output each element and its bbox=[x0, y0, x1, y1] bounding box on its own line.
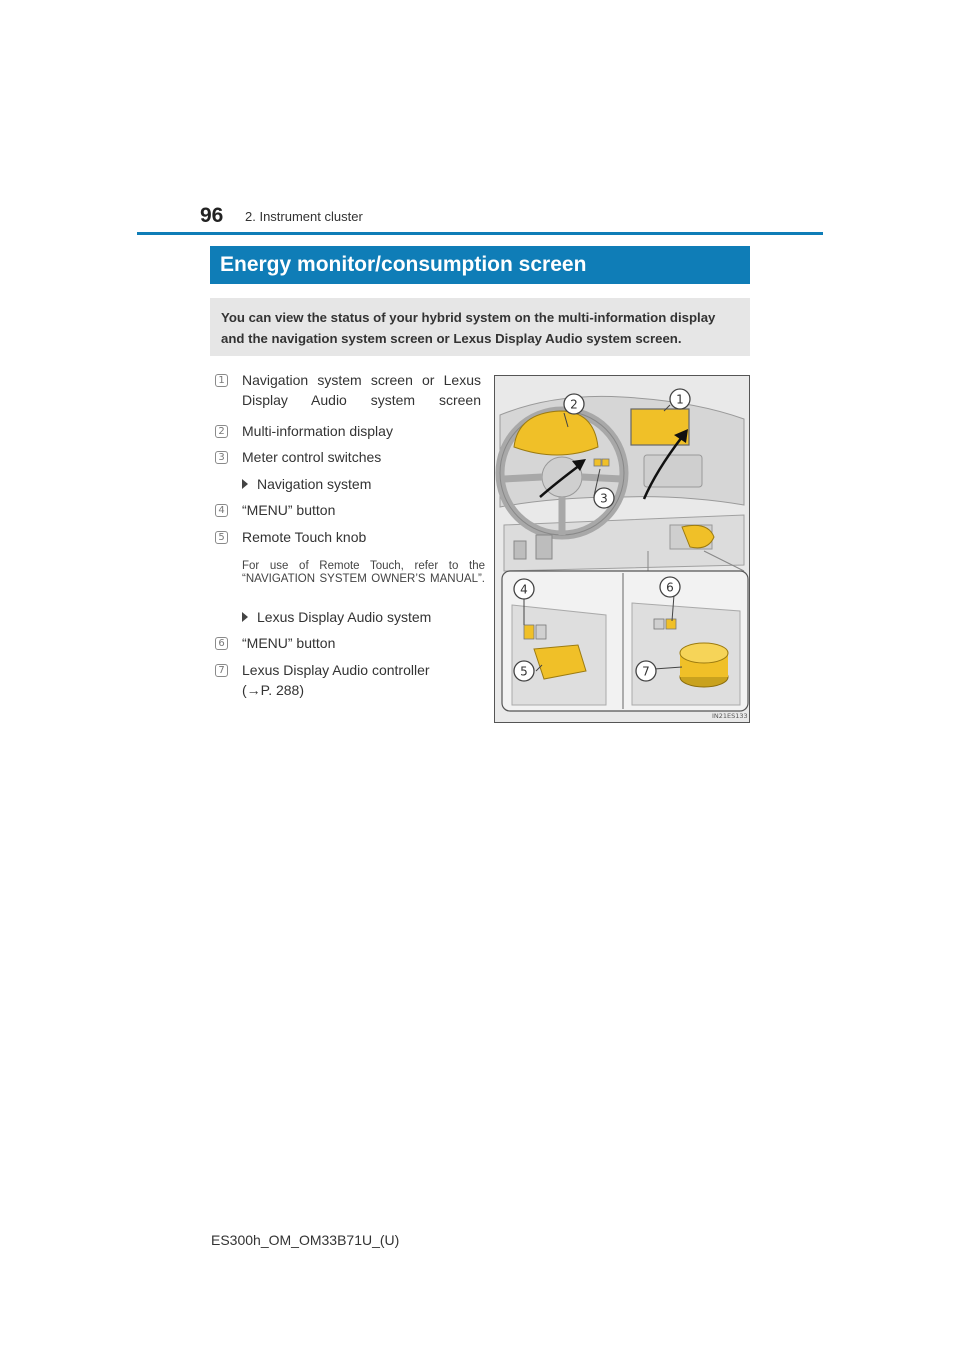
document-footer: ES300h_OM_OM33B71U_(U) bbox=[211, 1232, 400, 1248]
svg-text:3: 3 bbox=[600, 491, 608, 506]
svg-text:1: 1 bbox=[676, 392, 684, 407]
arrow-right-icon bbox=[242, 479, 248, 489]
header-rule bbox=[137, 232, 823, 235]
svg-text:7: 7 bbox=[642, 664, 650, 679]
list-item-text: “MENU” button bbox=[242, 502, 336, 518]
number-badge: 4 bbox=[215, 504, 228, 517]
list-item-text: Multi-information display bbox=[242, 423, 393, 439]
callout-1 bbox=[670, 389, 690, 409]
section-title: Energy monitor/consumption screen bbox=[210, 246, 750, 284]
list-item-text: Remote Touch knob bbox=[242, 529, 367, 545]
number-badge: 6 bbox=[215, 637, 228, 650]
list-item-text bbox=[242, 660, 485, 700]
callout-7 bbox=[636, 661, 656, 681]
list-item-text: “MENU” button bbox=[242, 635, 336, 651]
page-number: 96 bbox=[200, 204, 224, 227]
callout-6 bbox=[660, 577, 680, 597]
number-badge: 1 bbox=[215, 374, 228, 387]
page-reference: (→P. 288) bbox=[242, 682, 304, 698]
svg-text:5: 5 bbox=[520, 664, 528, 679]
callout-3 bbox=[594, 488, 614, 508]
callout-5 bbox=[514, 661, 534, 681]
callout-4 bbox=[514, 579, 534, 599]
svg-text:2: 2 bbox=[570, 397, 578, 412]
figure-code: IN21ES133 bbox=[712, 712, 748, 720]
list-item-text-main: Lexus Display Audio controller bbox=[242, 662, 430, 678]
list-item-text: Navigation system screen or Lexus Display Audio system screen bbox=[242, 372, 481, 408]
callout-2 bbox=[564, 394, 584, 414]
arrow-right-icon bbox=[242, 612, 248, 622]
number-badge: 3 bbox=[215, 451, 228, 464]
list-item-text: Meter control switches bbox=[242, 449, 382, 465]
dashboard-illustration bbox=[494, 375, 750, 723]
subheading-text: Navigation system bbox=[257, 476, 372, 492]
svg-text:6: 6 bbox=[666, 580, 674, 595]
number-badge: 5 bbox=[215, 531, 228, 544]
number-badge: 7 bbox=[215, 664, 228, 677]
number-badge: 2 bbox=[215, 425, 228, 438]
subheading-text: Lexus Display Audio system bbox=[257, 609, 432, 625]
svg-text:4: 4 bbox=[520, 582, 528, 597]
remote-touch-note: For use of Remote Touch, refer to the “NAVIGATION SYSTEM OWNER’S MANUAL”. bbox=[242, 560, 485, 585]
intro-box: You can view the status of your hybrid system on the multi-information display and the navigation system screen or Lexus Display Audio system screen. bbox=[210, 298, 750, 356]
chapter-title: 2. Instrument cluster bbox=[245, 209, 363, 224]
